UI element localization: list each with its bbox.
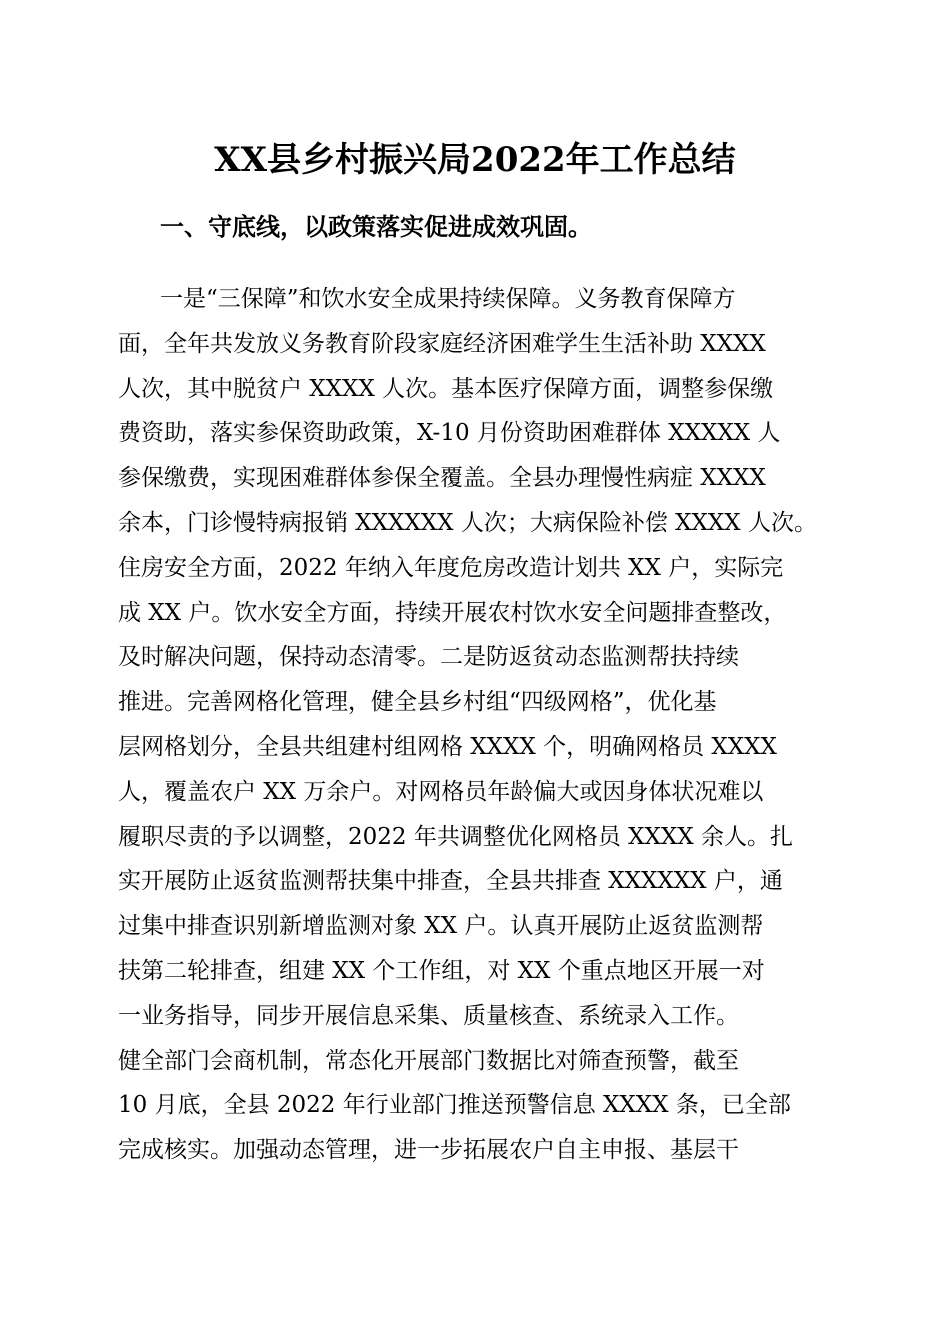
body-line: 过集中排查识别新增监测对象 XX 户。认真开展防止返贫监测帮 bbox=[118, 913, 764, 940]
body-line: 10 月底，全县 2022 年行业部门推送预警信息 XXXX 条，已全部 bbox=[118, 1092, 791, 1119]
body-line: 住房安全方面，2022 年纳入年度危房改造计划共 XX 户，实际完 bbox=[118, 554, 784, 581]
body-line: 一是“三保障”和饮水安全成果持续保障。义务教育保障方 bbox=[160, 286, 736, 312]
body-line: 推进。完善网格化管理，健全县乡村组“四级网格”，优化基 bbox=[118, 689, 717, 716]
body-line: 实开展防止返贫监测帮扶集中排查，全县共排查 XXXXXX 户，通 bbox=[118, 868, 783, 895]
body-line: 一业务指导，同步开展信息采集、质量核查、系统录入工作。 bbox=[118, 1002, 739, 1029]
body-line: 及时解决问题，保持动态清零。二是防返贫动态监测帮扶持续 bbox=[118, 644, 739, 671]
body-line: 成 XX 户。饮水安全方面，持续开展农村饮水安全问题排查整改， bbox=[118, 599, 787, 626]
body-line: 健全部门会商机制，常态化开展部门数据比对筛查预警，截至 bbox=[118, 1047, 739, 1074]
body-line: 参保缴费，实现困难群体参保全覆盖。全县办理慢性病症 XXXX bbox=[118, 465, 766, 492]
body-line: 扶第二轮排查，组建 XX 个工作组，对 XX 个重点地区开展一对 bbox=[118, 957, 765, 984]
body-line: 面，全年共发放义务教育阶段家庭经济困难学生生活补助 XXXX bbox=[118, 330, 766, 357]
body-line: 履职尽责的予以调整，2022 年共调整优化网格员 XXXX 余人。扎 bbox=[118, 823, 793, 850]
body-text bbox=[118, 277, 830, 1173]
section-heading: 一、守底线，以政策落实促进成效巩固。 bbox=[160, 213, 592, 241]
body-line: 完成核实。加强动态管理，进一步拓展农户自主申报、基层干 bbox=[118, 1137, 739, 1164]
body-line: 人次，其中脱贫户 XXXX 人次。基本医疗保障方面，调整参保缴 bbox=[118, 375, 774, 402]
document-title: XX县乡村振兴局2022年工作总结 bbox=[214, 140, 736, 180]
body-line: 费资助，落实参保资助政策，X-10 月份资助困难群体 XXXXX 人 bbox=[118, 420, 781, 447]
body-line: 层网格划分，全县共组建村组网格 XXXX 个，明确网格员 XXXX bbox=[118, 733, 777, 760]
body-line: 余本，门诊慢特病报销 XXXXXX 人次；大病保险补偿 XXXX 人次。 bbox=[118, 509, 817, 536]
body-line: 人，覆盖农户 XX 万余户。对网格员年龄偏大或因身体状况难以 bbox=[118, 778, 764, 805]
